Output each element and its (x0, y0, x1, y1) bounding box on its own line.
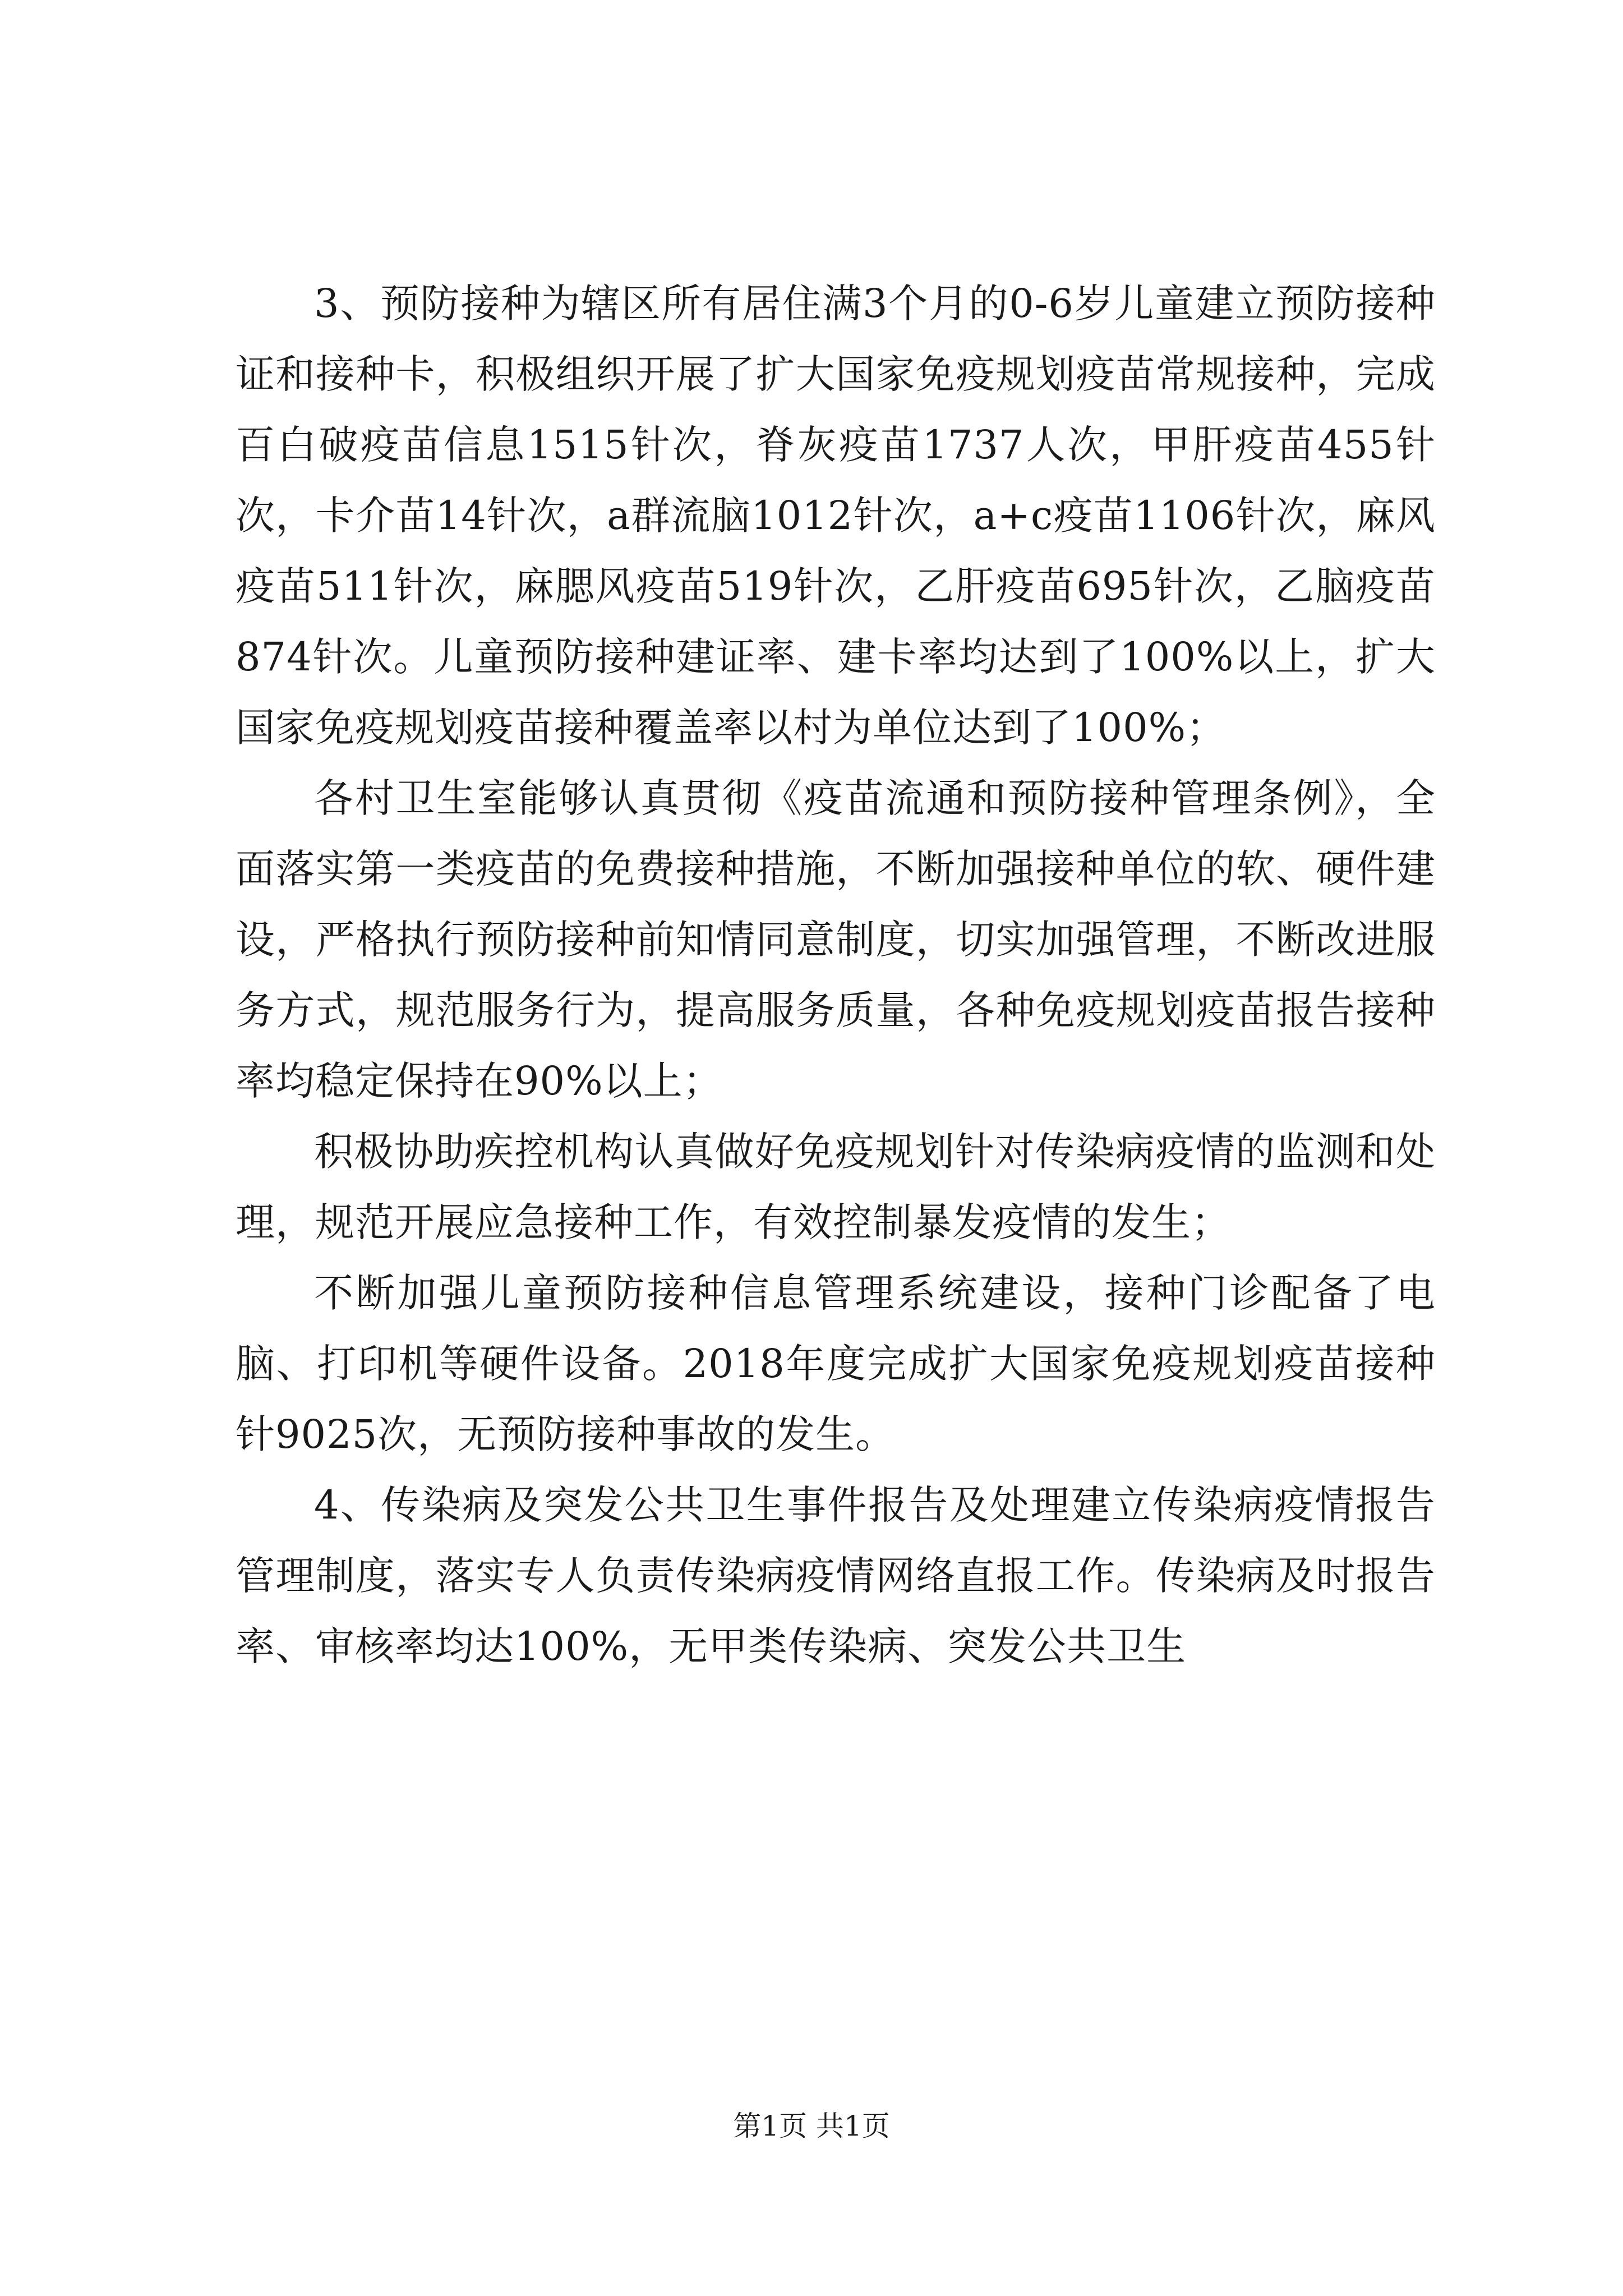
document-body (236, 268, 1436, 1682)
paragraph-epidemic-monitoring: 积极协助疾控机构认真做好免疫规划针对传染病疫情的监测和处理，规范开展应急接种工作，有效控制暴发疫情的发生； (236, 1129, 1436, 1245)
paragraph-vaccination: 3、预防接种为辖区所有居住满3个月的0-6岁儿童建立预防接种证和接种卡，积极组织开展了扩大国家免疫规划疫苗常规接种，完成百白破疫苗信息1515针次，脊灰疫苗1737人次，甲肝疫苗455针次，卡介苗14针次，a群流脑1012针次，a+c疫苗1106针次，麻风疫苗511针次，麻腮风疫苗519针次，乙肝疫苗695针次，乙脑疫苗874针次。儿童预防接种建证率、建卡率均达到了100%以上，扩大国家免疫规划疫苗接种覆盖率以村为单位达到了100%； (236, 280, 1436, 751)
paragraph-infectious-disease-reporting: 4、传染病及突发公共卫生事件报告及处理建立传染病疫情报告管理制度，落实专人负责传染病疫情网络直报工作。传染病及时报告率、审核率均达100%，无甲类传染病、突发公共卫生 (236, 1482, 1436, 1669)
paragraph-information-system: 不断加强儿童预防接种信息管理系统建设，接种门诊配备了电脑、打印机等硬件设备。2018年度完成扩大国家免疫规划疫苗接种针9025次，无预防接种事故的发生。 (236, 1270, 1436, 1457)
paragraph-clinic-regulations: 各村卫生室能够认真贯彻《疫苗流通和预防接种管理条例》，全面落实第一类疫苗的免费接种措施，不断加强接种单位的软、硬件建设，严格执行预防接种前知情同意制度，切实加强管理，不断改进服务方式，规范服务行为，提高服务质量，各种免疫规划疫苗报告接种率均稳定保持在90%以上； (236, 775, 1436, 1104)
page-footer: 第1页 共1页 (733, 2110, 890, 2142)
